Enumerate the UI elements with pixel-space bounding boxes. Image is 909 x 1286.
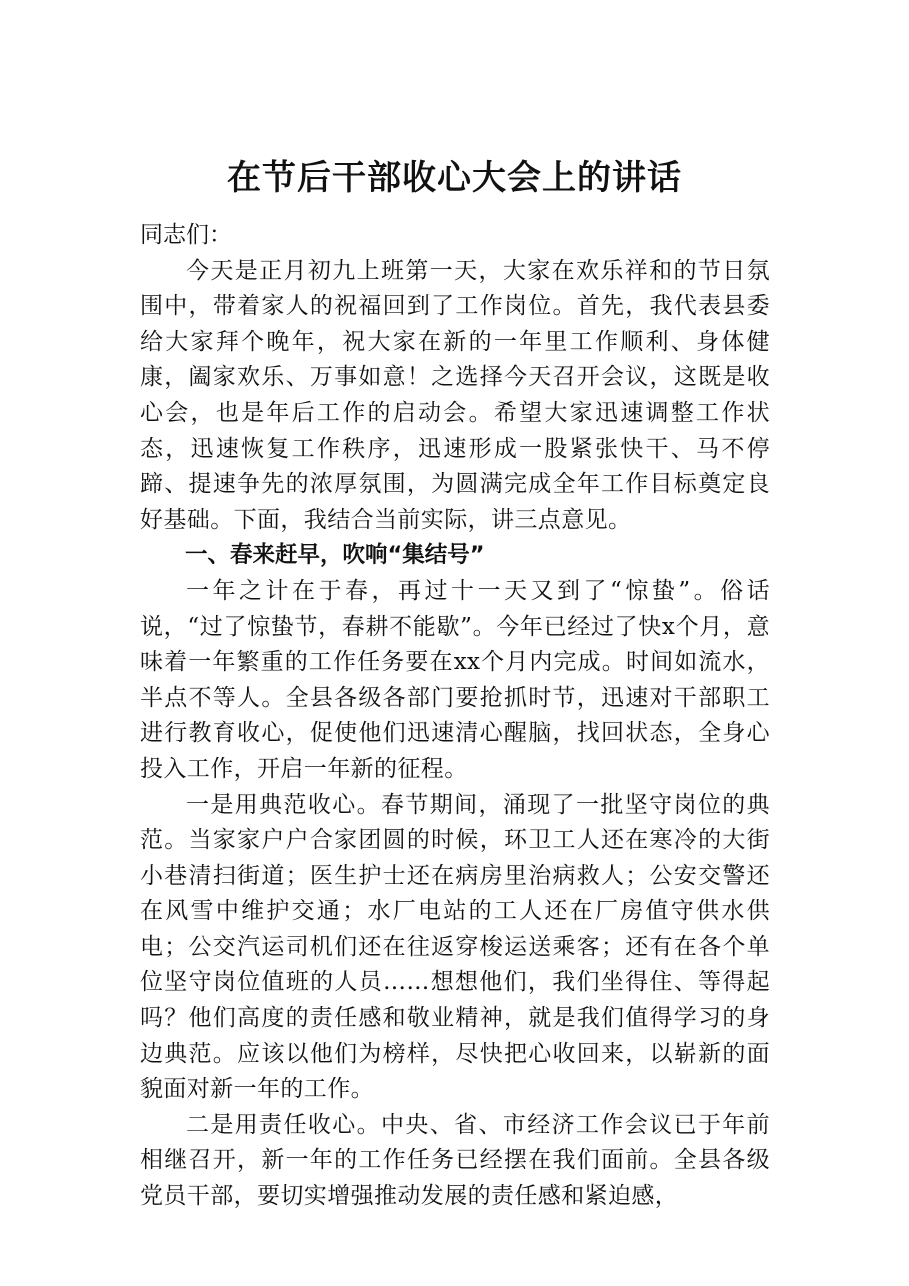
- salutation: 同志们：: [140, 222, 232, 248]
- paragraph-intro: 今天是正月初九上班第一天，大家在欢乐祥和的节日氛围中，带着家人的祝福回到了工作岗位。首先，我代表县委给大家拜个晚年，祝大家在新的一年里工作顺利、身体健康，阖家欢乐、万事如意！之选择今天召开会议，这既是收心会，也是年后工作的启动会。希望大家迅速调整工作状态，迅速恢复工作秩序，迅速形成一股紧张快干、马不停蹄、提速争先的浓厚氛围，为圆满完成全年工作目标奠定良好基础。下面，我结合当前实际，讲三点意见。: [140, 257, 770, 533]
- paragraph-point-one: 一是用典范收心。春节期间，涌现了一批坚守岗位的典范。当家家户户合家团圆的时候，环卫工人还在寒冷的大街小巷清扫街道；医生护士还在病房里治病救人；公安交警还在风雪中维护交通；水厂电站的工人还在厂房值守供水供电；公交汽运司机们还在往返穿梭运送乘客；还有在各个单位坚守岗位值班的人员……想想他们，我们坐得住、等得起吗？他们高度的责任感和敬业精神，就是我们值得学习的身边典范。应该以他们为榜样，尽快把心收回来，以崭新的面貌面对新一年的工作。: [140, 791, 770, 1103]
- paragraph-section-intro: 一年之计在于春，再过十一天又到了“惊蛰”。俗话说，“过了惊蛰节，春耕不能歇”。今年已经过了快x个月，意味着一年繁重的工作任务要在xx个月内完成。时间如流水，半点不等人。全县各级各部门要抢抓时节，迅速对干部职工进行教育收心，促使他们迅速清心醒脑，找回状态，全身心投入工作，开启一年新的征程。: [140, 577, 770, 782]
- document-title: 在节后干部收心大会上的讲话: [227, 158, 682, 198]
- paragraph-point-two: 二是用责任收心。中央、省、市经济工作会议已于年前相继召开，新一年的工作任务已经摆在我们面前。全县各级党员干部，要切实增强推动发展的责任感和紧迫感，: [140, 1111, 770, 1210]
- document-body: [140, 218, 770, 1215]
- section-heading: 一、春来赶早，吹响“集结号”: [185, 542, 485, 569]
